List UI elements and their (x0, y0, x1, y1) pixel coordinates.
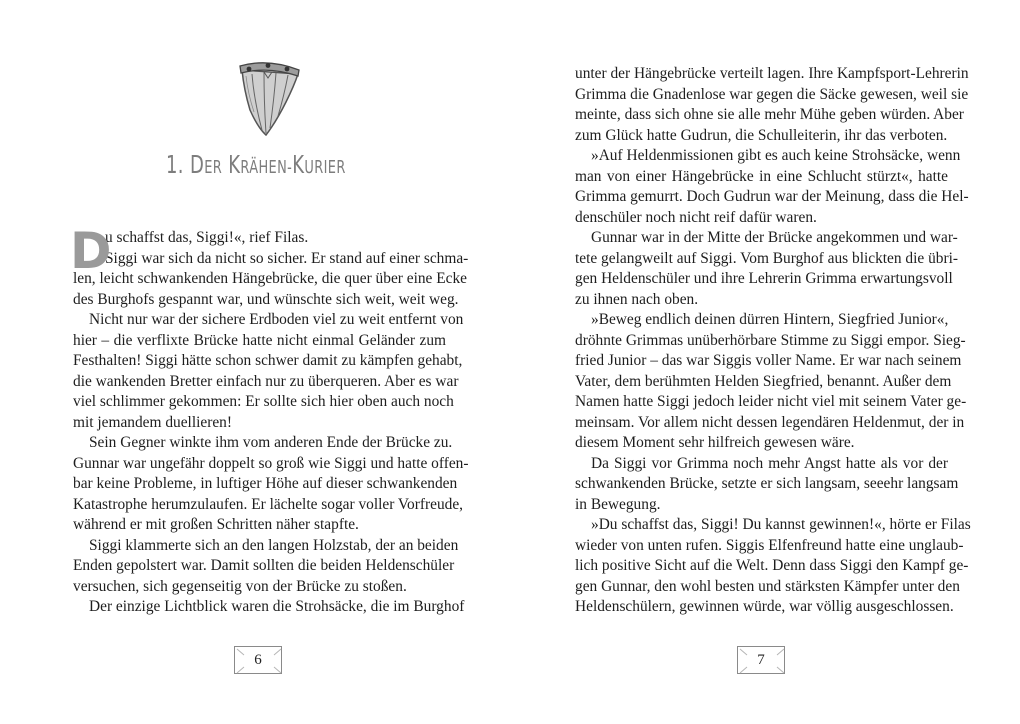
text-line: Siggi klammerte sich an den langen Holzstab, der an beiden (89, 536, 459, 554)
text-line: Siggi war sich da nicht so sicher. Er stand auf einer schma- (105, 249, 469, 267)
right-page-text (575, 64, 971, 618)
text-line: viel schlimmer gekommen: Er sollte sich hier oben auch noch (73, 393, 454, 410)
text-line: denschüler noch nicht reif dafür waren. (575, 208, 817, 226)
text-line: während er mit großen Schritten näher stapfte. (73, 516, 359, 533)
text-line: man von einer Hängebrücke in eine Schlucht stürzt«, hatte (575, 167, 948, 185)
page-number-box (234, 646, 282, 674)
text-line: meinsam. Vor allem nicht dessen legendären Heldenmut, der in (575, 413, 965, 431)
page-frame-icon (235, 647, 283, 675)
text-line: gen Gunnar, den wohl besten und stärksten Kämpfer unter den (575, 577, 960, 595)
page-number-box (737, 646, 785, 674)
dropcap-letter: D (70, 222, 112, 280)
text-line: »Auf Heldenmissionen gibt es auch keine Strohsäcke, wenn (591, 147, 961, 164)
text-line: gen Heldenschüler und ihre Lehrerin Grimma erwartungsvoll (575, 270, 953, 287)
text-line: Katastrophe herumzulaufen. Er lächelte sogar voller Vorfreude, (73, 495, 464, 513)
text-line: Festhalten! Siggi hätte schon schwer damit zu kämpfen gehabt, (73, 352, 463, 369)
title-initial-1: D (189, 150, 205, 179)
right-page (510, 0, 1020, 724)
text-line: len, leicht schwankenden Hängebrücke, die quer über eine Ecke (73, 270, 467, 287)
text-line: Nicht nur war der sichere Erdboden viel zu weit entfernt von (89, 311, 464, 328)
page-number: 7 (757, 652, 765, 668)
text-line: Grimma gemurrt. Doch Gudrun war der Meinung, dass die Hel- (575, 188, 969, 205)
text-line: dröhnte Grimmas unüberhörbare Stimme zu Siggi empor. Sieg- (575, 331, 966, 349)
text-line: »Beweg endlich deinen dürren Hintern, Siegfried Junior«, (591, 311, 949, 328)
text-line: unter der Hängebrücke verteilt lagen. Ihre Kampfsport-Lehrerin (575, 65, 969, 82)
text-line: Gunnar war in der Mitte der Brücke angekommen und war- (591, 229, 958, 246)
text-line: lich positive Sicht auf die Welt. Denn dass Siggi den Kampf ge- (575, 557, 969, 574)
text-line: tete gelangweilt auf Siggi. Vom Burghof aus blickten die übri- (575, 249, 958, 267)
title-initial-2: K (228, 150, 241, 179)
text-line: in Bewegung. (575, 495, 661, 513)
text-line: Namen hatte Siggi jedoch leider nicht viel mit seinem Vater ge- (575, 393, 967, 410)
text-line: Gunnar war ungefähr doppelt so groß wie Siggi und hatte offen- (73, 454, 469, 472)
chapter-title (72, 150, 439, 179)
title-rest-3: URIER (304, 157, 346, 178)
text-line: diesem Moment sehr hilfreich gewesen wäre. (575, 434, 855, 451)
text-line: zu ihnen nach oben. (575, 290, 699, 308)
title-initial-3: K (292, 150, 305, 179)
text-line: versuchen, sich gegenseitig von der Brücke zu stoßen. (73, 577, 407, 595)
text-line: Vater, dem berühmten Helden Siegfried, benannt. Außer dem (575, 372, 952, 390)
text-line: Heldenschülern, gewinnen würde, war völlig ausgeschlossen. (575, 598, 954, 615)
text-line: Der einzige Lichtblick waren die Strohsäcke, die im Burghof (89, 598, 465, 615)
text-line: schwankenden Brücke, setzte er sich langsam, seeehr langsam (575, 475, 959, 492)
text-line: meinte, dass sich ohne sie alle mehr Mühe geben würden. Aber (575, 106, 964, 123)
page-number: 6 (254, 652, 262, 668)
shield-icon (236, 60, 300, 136)
title-rest-1: ER (204, 157, 223, 178)
text-line: u schaffst das, Siggi!«, rief Filas. (105, 229, 309, 246)
text-line: des Burghofs gespannt war, und wünschte sich weit, weit weg. (73, 290, 459, 308)
text-line: »Du schaffst das, Siggi! Du kannst gewinnen!«, hörte er Filas (591, 516, 971, 533)
text-line: zum Glück hatte Gudrun, die Schulleiterin, ihr das verboten. (575, 126, 948, 144)
chapter-number: 1. (165, 150, 184, 179)
text-line: mit jemandem duellieren! (73, 413, 232, 431)
text-line: Sein Gegner winkte ihm vom anderen Ende der Brücke zu. (89, 434, 453, 451)
text-line: wieder von unten rufen. Siggis Elfenfreund hatte eine unglaub- (575, 536, 964, 554)
page-frame-icon (738, 647, 786, 675)
text-line: fried Junior – das war Siggis voller Name. Er war nach seinem (575, 352, 962, 369)
text-line: hier – die verflixte Brücke hatte nicht einmal Geländer zum (73, 331, 446, 349)
text-line: Da Siggi vor Grimma noch mehr Angst hatte als vor der (591, 454, 948, 472)
text-line: Grimma die Gnadenlose war gegen die Säcke gewesen, weil sie (575, 85, 969, 103)
text-line: bar keine Probleme, in luftiger Höhe auf dieser schwankenden (73, 475, 458, 492)
text-line: Enden gepolstert war. Damit sollten die beiden Heldenschüler (73, 557, 455, 574)
title-rest-2: RÄHEN- (240, 157, 293, 178)
text-line: die wankenden Bretter einfach nur zu überqueren. Aber es war (73, 372, 459, 390)
left-page-text (70, 222, 469, 618)
dropcap-paragraph (70, 222, 469, 310)
